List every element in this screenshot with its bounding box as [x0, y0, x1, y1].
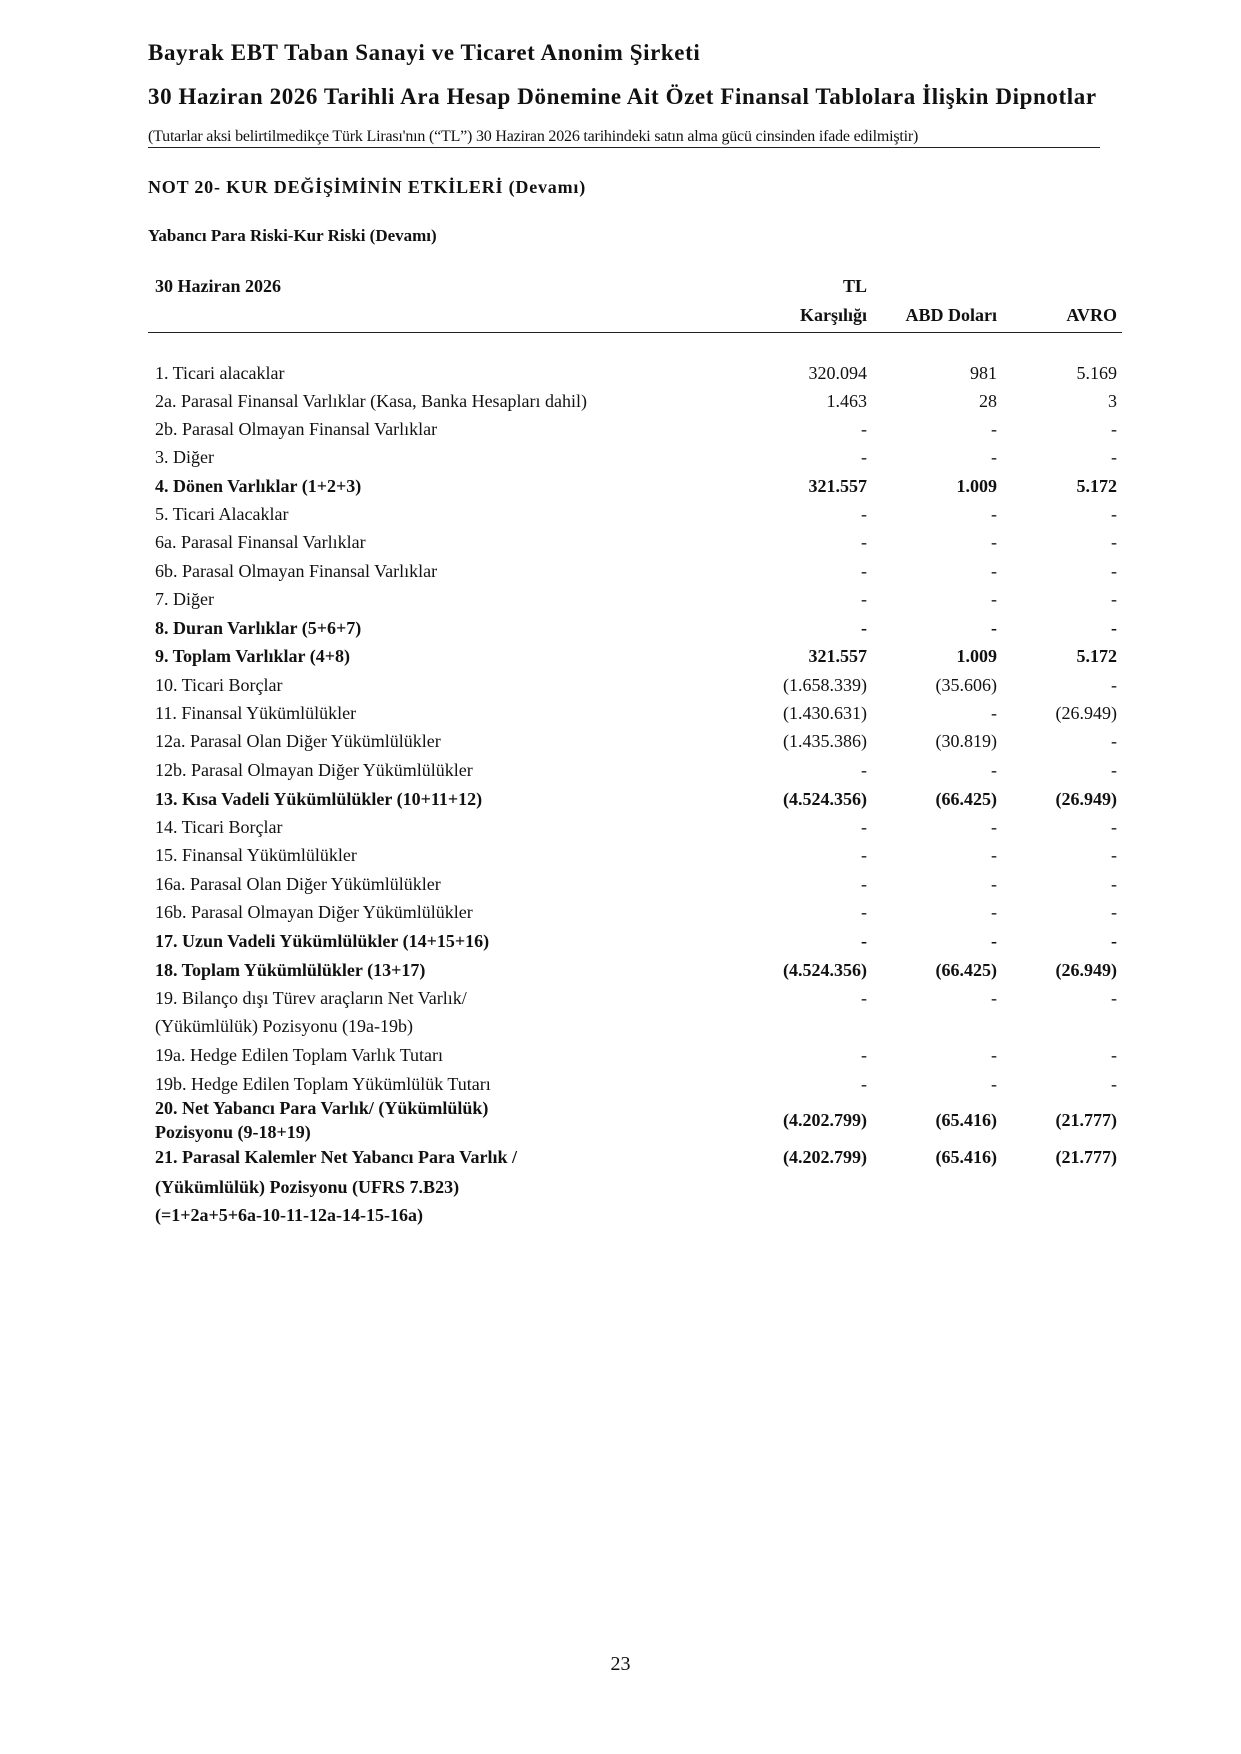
eur-value: -: [1111, 532, 1117, 552]
tl-value: (1.658.339): [783, 675, 867, 695]
header-divider: [148, 332, 1122, 333]
eur-value: -: [1111, 902, 1117, 922]
eur-value: -: [1111, 1074, 1117, 1094]
row-label: 18. Toplam Yükümlülükler (13+17): [155, 960, 426, 980]
eur-value: -: [1111, 447, 1117, 467]
tl-value: (4.202.799): [783, 1147, 867, 1167]
tl-value: -: [861, 561, 867, 581]
usd-value: -: [991, 1074, 997, 1094]
usd-value: (66.425): [935, 789, 997, 809]
row-label: 12a. Parasal Olan Diğer Yükümlülükler: [155, 731, 441, 751]
row-label: 21. Parasal Kalemler Net Yabancı Para Varlık /: [155, 1147, 517, 1167]
row-label: Pozisyonu (9-18+19): [155, 1122, 311, 1142]
tl-value: 321.557: [808, 646, 867, 666]
usd-value: -: [991, 874, 997, 894]
usd-value: 981: [970, 363, 997, 383]
usd-value: -: [991, 618, 997, 638]
tl-value: -: [861, 1074, 867, 1094]
column-header-eur: AVRO: [1066, 305, 1117, 325]
table-date-header: 30 Haziran 2026: [155, 276, 281, 296]
tl-value: (1.435.386): [783, 731, 867, 751]
row-label: 9. Toplam Varlıklar (4+8): [155, 646, 350, 666]
usd-value: -: [991, 447, 997, 467]
usd-value: -: [991, 845, 997, 865]
tl-value: (4.524.356): [783, 789, 867, 809]
eur-value: (21.777): [1055, 1110, 1117, 1130]
eur-value: -: [1111, 618, 1117, 638]
eur-value: -: [1111, 931, 1117, 951]
tl-value: (4.524.356): [783, 960, 867, 980]
usd-value: (66.425): [935, 960, 997, 980]
row-label: (Yükümlülük) Pozisyonu (UFRS 7.B23): [155, 1177, 460, 1197]
tl-value: -: [861, 988, 867, 1008]
tl-value: -: [861, 504, 867, 524]
usd-value: (35.606): [935, 675, 997, 695]
usd-value: -: [991, 931, 997, 951]
tl-value: -: [861, 447, 867, 467]
row-label: 16b. Parasal Olmayan Diğer Yükümlülükler: [155, 902, 473, 922]
column-header-tl-line2: Karşılığı: [800, 305, 867, 325]
section-title: NOT 20- KUR DEĞİŞİMİNİN ETKİLERİ (Devamı): [148, 177, 587, 197]
usd-value: -: [991, 532, 997, 552]
eur-value: -: [1111, 675, 1117, 695]
eur-value: 5.172: [1076, 476, 1117, 496]
row-label: 1. Ticari alacaklar: [155, 363, 285, 383]
row-label: 19. Bilanço dışı Türev araçların Net Varlık/: [155, 988, 467, 1008]
usd-value: -: [991, 760, 997, 780]
tl-value: -: [861, 874, 867, 894]
eur-value: -: [1111, 561, 1117, 581]
tl-value: -: [861, 618, 867, 638]
row-label: 19b. Hedge Edilen Toplam Yükümlülük Tutarı: [155, 1074, 491, 1094]
column-header-tl-line1: TL: [842, 276, 867, 296]
usd-value: -: [991, 703, 997, 723]
row-label: 16a. Parasal Olan Diğer Yükümlülükler: [155, 874, 441, 894]
row-label: 17. Uzun Vadeli Yükümlülükler (14+15+16): [155, 931, 490, 951]
tl-value: -: [861, 931, 867, 951]
report-subtitle: 30 Haziran 2026 Tarihli Ara Hesap Dönemine Ait Özet Finansal Tablolara İlişkin Dipnotlar: [148, 84, 1097, 109]
row-label: 15. Finansal Yükümlülükler: [155, 845, 357, 865]
tl-value: -: [861, 817, 867, 837]
currency-note: (Tutarlar aksi belirtilmedikçe Türk Lirası'nın (“TL”) 30 Haziran 2026 tarihindeki satın alma gücü cinsinden ifade edilmiştir): [148, 128, 1100, 148]
usd-value: -: [991, 589, 997, 609]
usd-value: (65.416): [935, 1110, 997, 1130]
row-label: 8. Duran Varlıklar (5+6+7): [155, 618, 362, 638]
tl-value: 321.557: [808, 476, 867, 496]
eur-value: 3: [1108, 391, 1117, 411]
tl-value: -: [861, 419, 867, 439]
eur-value: -: [1111, 817, 1117, 837]
eur-value: (26.949): [1055, 789, 1117, 809]
page-number: 23: [610, 1653, 631, 1675]
row-label: 12b. Parasal Olmayan Diğer Yükümlülükler: [155, 760, 473, 780]
row-label: (Yükümlülük) Pozisyonu (19a-19b): [155, 1016, 413, 1036]
tl-value: (1.430.631): [783, 703, 867, 723]
row-label: 6a. Parasal Finansal Varlıklar: [155, 532, 366, 552]
tl-value: 320.094: [808, 363, 867, 383]
tl-value: -: [861, 532, 867, 552]
usd-value: -: [991, 419, 997, 439]
eur-value: -: [1111, 731, 1117, 751]
tl-value: -: [861, 760, 867, 780]
eur-value: -: [1111, 874, 1117, 894]
row-label: 3. Diğer: [155, 447, 214, 467]
row-label: (=1+2a+5+6a-10-11-12a-14-15-16a): [155, 1205, 423, 1225]
row-label: 2a. Parasal Finansal Varlıklar (Kasa, Banka Hesapları dahil): [155, 391, 588, 411]
eur-value: (26.949): [1055, 703, 1117, 723]
tl-value: -: [861, 589, 867, 609]
tl-value: -: [861, 845, 867, 865]
tl-value: (4.202.799): [783, 1110, 867, 1130]
eur-value: (21.777): [1055, 1147, 1117, 1167]
usd-value: 1.009: [956, 476, 997, 496]
eur-value: 5.169: [1076, 363, 1117, 383]
row-label: 5. Ticari Alacaklar: [155, 504, 289, 524]
row-label: 10. Ticari Borçlar: [155, 675, 283, 695]
row-label: 14. Ticari Borçlar: [155, 817, 283, 837]
subsection-title: Yabancı Para Riski-Kur Riski (Devamı): [148, 226, 437, 245]
usd-value: -: [991, 902, 997, 922]
usd-value: -: [991, 1045, 997, 1065]
eur-value: -: [1111, 988, 1117, 1008]
row-label: 11. Finansal Yükümlülükler: [155, 703, 357, 723]
usd-value: 28: [979, 391, 997, 411]
row-label: 6b. Parasal Olmayan Finansal Varlıklar: [155, 561, 438, 581]
row-label: 20. Net Yabancı Para Varlık/ (Yükümlülük): [155, 1098, 489, 1118]
usd-value: -: [991, 988, 997, 1008]
eur-value: -: [1111, 589, 1117, 609]
usd-value: 1.009: [956, 646, 997, 666]
usd-value: -: [991, 817, 997, 837]
usd-value: (65.416): [935, 1147, 997, 1167]
eur-value: (26.949): [1055, 960, 1117, 980]
usd-value: -: [991, 561, 997, 581]
eur-value: -: [1111, 419, 1117, 439]
tl-value: 1.463: [826, 391, 867, 411]
tl-value: -: [861, 1045, 867, 1065]
row-label: 7. Diğer: [155, 589, 214, 609]
row-label: 2b. Parasal Olmayan Finansal Varlıklar: [155, 419, 438, 439]
row-label: 4. Dönen Varlıklar (1+2+3): [155, 476, 362, 496]
eur-value: 5.172: [1076, 646, 1117, 666]
tl-value: -: [861, 902, 867, 922]
eur-value: -: [1111, 845, 1117, 865]
eur-value: -: [1111, 504, 1117, 524]
row-label: 19a. Hedge Edilen Toplam Varlık Tutarı: [155, 1045, 444, 1065]
usd-value: (30.819): [935, 731, 997, 751]
row-label: 13. Kısa Vadeli Yükümlülükler (10+11+12): [155, 789, 483, 809]
company-name: Bayrak EBT Taban Sanayi ve Ticaret Anonim Şirketi: [148, 40, 701, 65]
eur-value: -: [1111, 1045, 1117, 1065]
usd-value: -: [991, 504, 997, 524]
eur-value: -: [1111, 760, 1117, 780]
column-header-usd: ABD Doları: [905, 305, 997, 325]
